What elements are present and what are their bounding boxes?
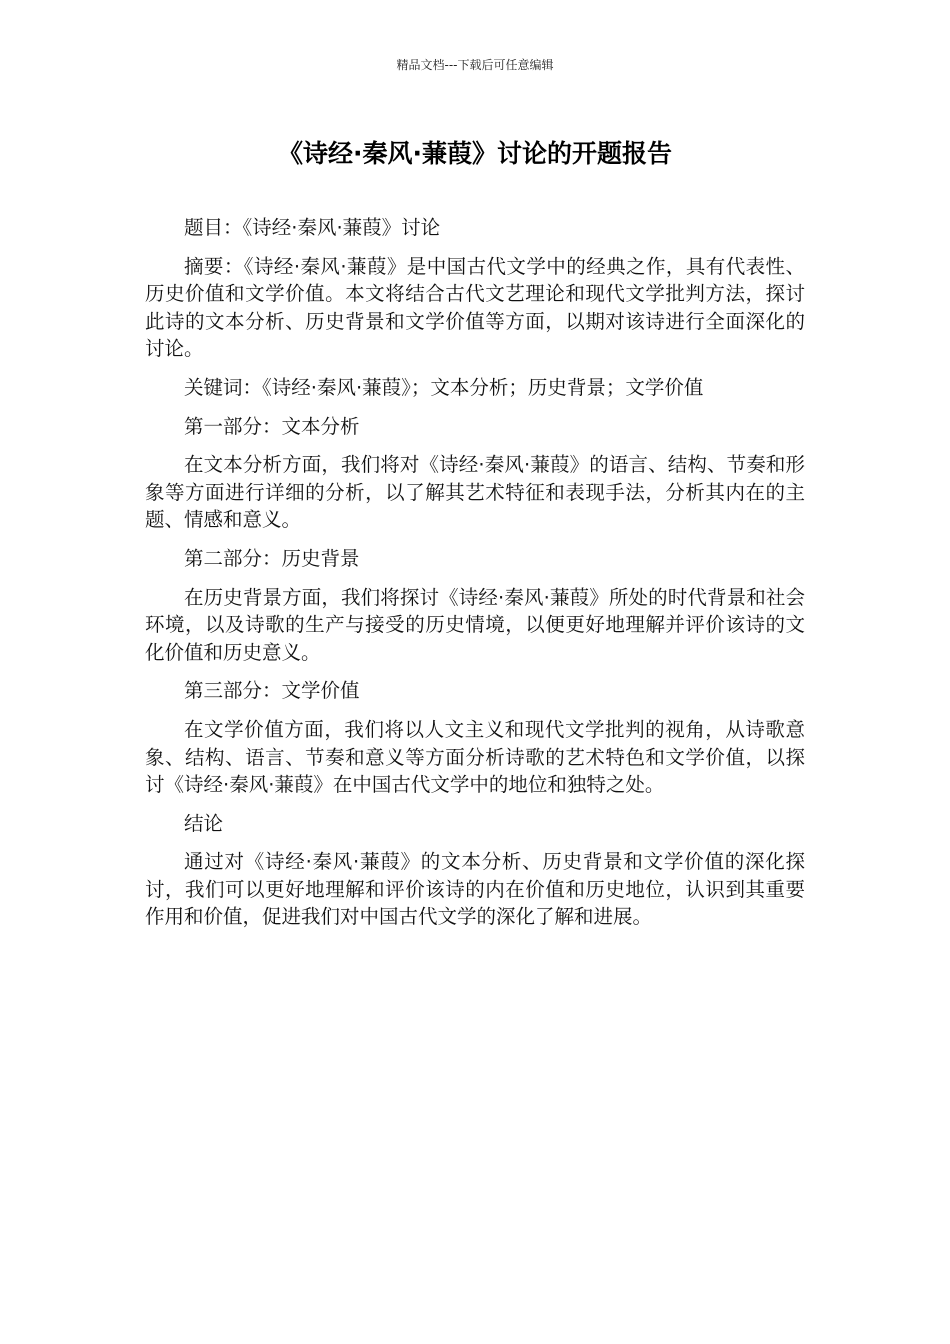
document-title: 《诗经·秦风·蒹葭》讨论的开题报告 (278, 139, 672, 168)
section-heading-conclusion: 结论 (184, 811, 224, 835)
topic-line: 题目：《诗经·秦风·蒹葭》讨论 (184, 216, 441, 239)
section-heading-part-one: 第一部分：文本分析 (184, 414, 360, 438)
section-heading-part-three: 第三部分：文学价值 (184, 679, 360, 703)
part-one-paragraph: 在文本分析方面，我们将对《诗经·秦风·蒹葭》的语言、结构、节奏和形象等方面进行详细的分析，以了解其艺术特征和表现手法，分析其内在的主题、情感和意义。 (145, 453, 805, 532)
keywords-line: 关键词：《诗经·秦风·蒹葭》；文本分析；历史背景；文学价值 (184, 375, 704, 399)
abstract-paragraph: 摘要：《诗经·秦风·蒹葭》是中国古代文学中的经典之作，具有代表性、历史价值和文学价值。本文将结合古代文艺理论和现代文学批判方法，探讨此诗的文本分析、历史背景和文学价值等方面，以期对该诗进行全面深化的讨论。 (145, 254, 805, 361)
part-two-paragraph: 在历史背景方面，我们将探讨《诗经·秦风·蒹葭》所处的时代背景和社会环境，以及诗歌的生产与接受的历史情境，以便更好地理解并评价该诗的文化价值和历史意义。 (145, 585, 805, 664)
document-body (145, 214, 805, 942)
section-heading-part-two: 第二部分：历史背景 (184, 546, 360, 570)
page-header-note: 精品文档---下载后可任意编辑 (396, 58, 554, 72)
part-three-paragraph: 在文学价值方面，我们将以人文主义和现代文学批判的视角，从诗歌意象、结构、语言、节奏和意义等方面分析诗歌的艺术特色和文学价值，以探讨《诗经·秦风·蒹葭》在中国古代文学中的地位和独特之处。 (145, 717, 805, 797)
conclusion-paragraph: 通过对《诗经·秦风·蒹葭》的文本分析、历史背景和文学价值的深化探讨，我们可以更好地理解和评价该诗的内在价值和历史地位，认识到其重要作用和价值，促进我们对中国古代文学的深化了解和进展。 (145, 850, 805, 929)
